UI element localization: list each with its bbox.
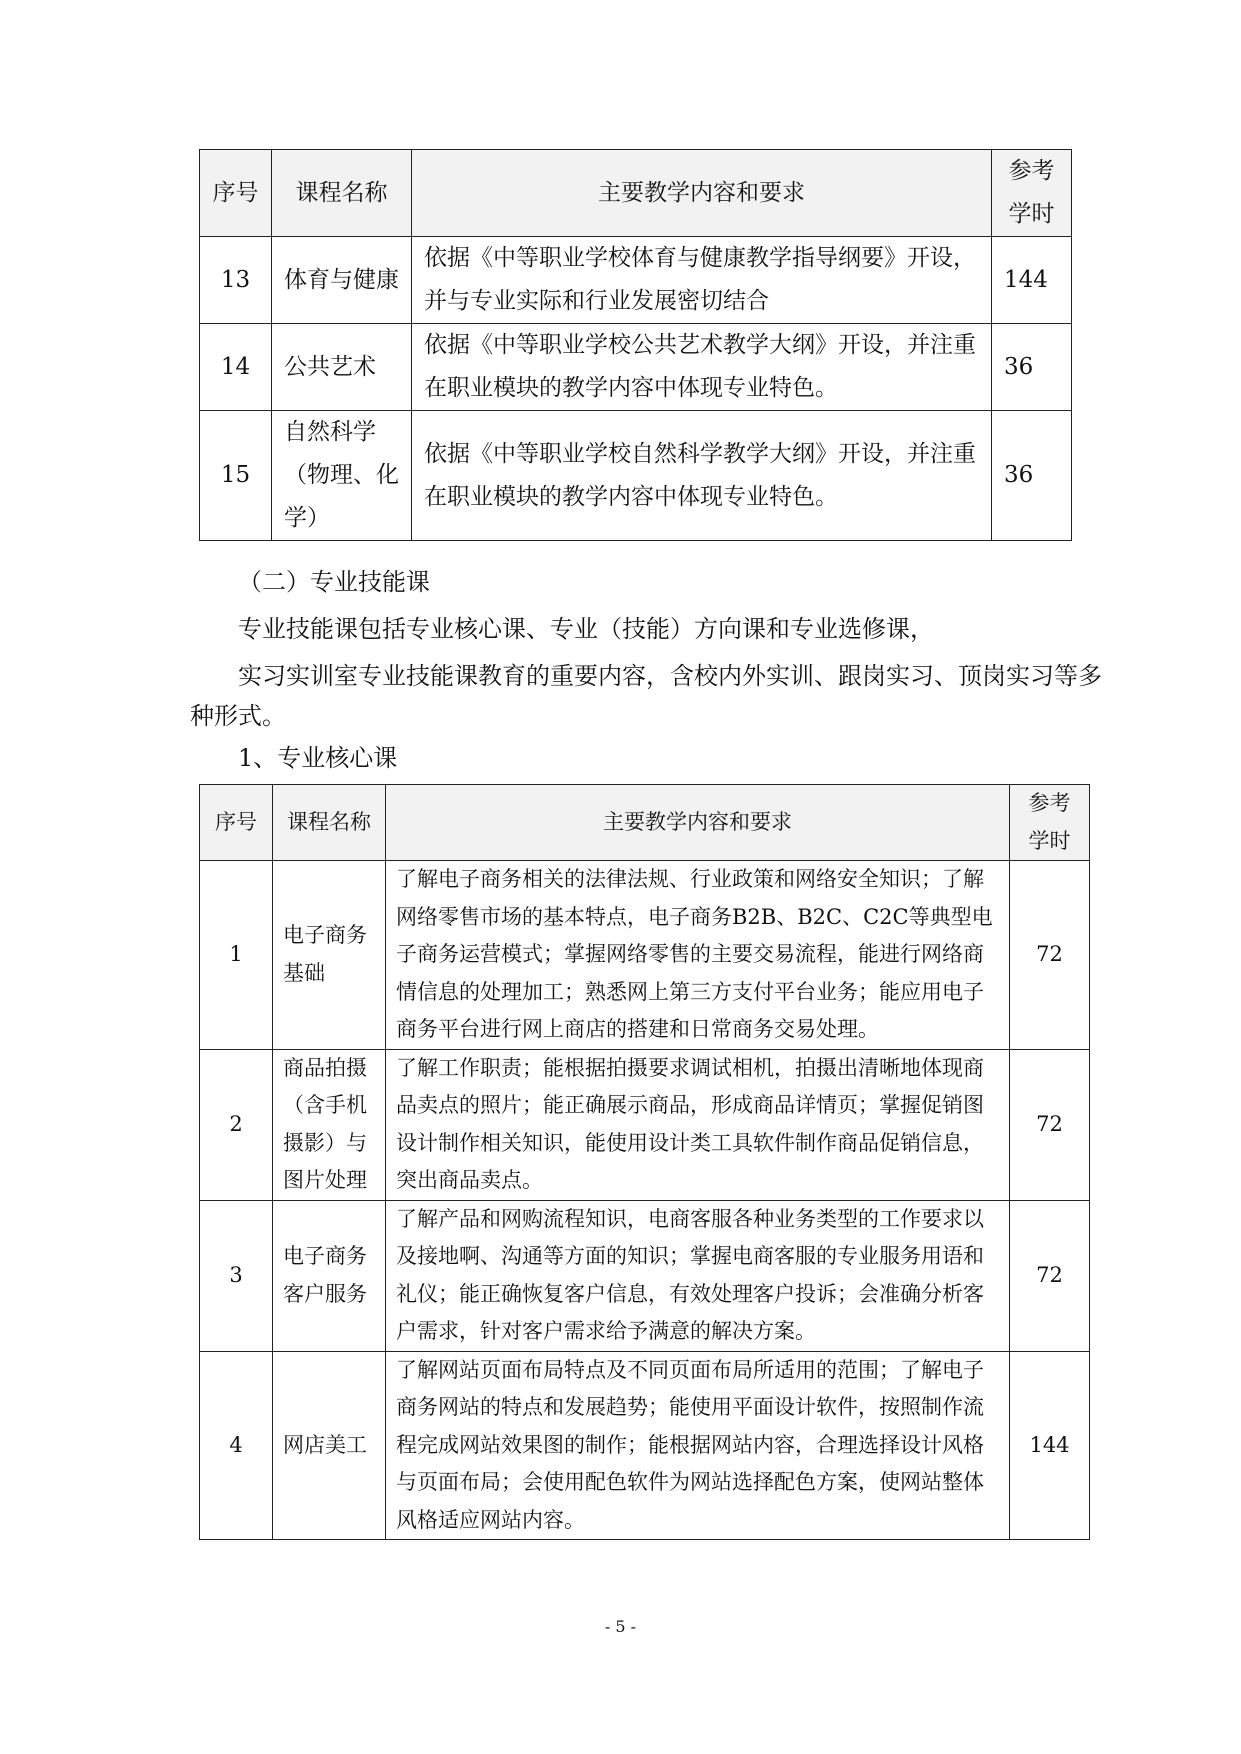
cell-name: 商品拍摄（含手机摄影）与图片处理	[273, 1049, 386, 1200]
section-paragraph-1: 专业技能课包括专业核心课、专业（技能）方向课和专业选修课，	[238, 615, 934, 643]
cell-content: 了解产品和网购流程知识，电商客服各种业务类型的工作要求以及接地啊、沟通等方面的知识；掌握电商客服的专业服务用语和礼仪；能正确恢复客户信息，有效处理客户投诉；会准确分析客户需求，针对客户需求给予满意的解决方案。	[386, 1200, 1010, 1351]
cell-hours: 72	[1010, 1049, 1090, 1200]
col-header-hours: 参考学时	[1010, 785, 1090, 861]
cell-name: 公共艺术	[272, 324, 412, 411]
cell-hours: 72	[1010, 861, 1090, 1050]
table-row	[200, 1351, 1090, 1540]
table-header-row	[200, 150, 1072, 237]
section-subheading: 1、专业核心课	[238, 744, 398, 772]
cell-content: 了解网站页面布局特点及不同页面布局所适用的范围；了解电子商务网站的特点和发展趋势；能使用平面设计软件，按照制作流程完成网站效果图的制作；能根据网站内容，合理选择设计风格与页面布局；会使用配色软件为网站选择配色方案，使网站整体风格适应网站内容。	[386, 1351, 1010, 1540]
table-row	[200, 324, 1072, 411]
cell-name: 电子商务客户服务	[273, 1200, 386, 1351]
section-heading: （二）专业技能课	[238, 568, 430, 596]
table-row	[200, 1049, 1090, 1200]
col-header-no: 序号	[200, 150, 272, 237]
cell-hours: 72	[1010, 1200, 1090, 1351]
cell-name: 自然科学（物理、化学）	[272, 411, 412, 541]
cell-content: 依据《中等职业学校体育与健康教学指导纲要》开设，并与专业实际和行业发展密切结合	[412, 237, 992, 324]
cell-content: 了解电子商务相关的法律法规、行业政策和网络安全知识；了解网络零售市场的基本特点，电子商务B2B、B2C、C2C等典型电子商务运营模式；掌握网络零售的主要交易流程，能进行网络商情信息的处理加工；熟悉网上第三方支付平台业务；能应用电子商务平台进行网上商店的搭建和日常商务交易处理。	[386, 861, 1010, 1050]
col-header-name: 课程名称	[272, 150, 412, 237]
cell-name: 网店美工	[273, 1351, 386, 1540]
cell-no: 13	[200, 237, 272, 324]
cell-hours: 144	[1010, 1351, 1090, 1540]
cell-content: 依据《中等职业学校自然科学教学大纲》开设，并注重在职业模块的教学内容中体现专业特色。	[412, 411, 992, 541]
cell-no: 15	[200, 411, 272, 541]
table-row	[200, 237, 1072, 324]
cell-no: 14	[200, 324, 272, 411]
cell-hours: 36	[992, 324, 1072, 411]
cell-no: 3	[200, 1200, 273, 1351]
cell-no: 2	[200, 1049, 273, 1200]
cell-name: 体育与健康	[272, 237, 412, 324]
core-courses-table	[199, 784, 1090, 1540]
page-number: - 5 -	[604, 1617, 637, 1636]
general-courses-table	[199, 149, 1072, 541]
table-row	[200, 411, 1072, 541]
col-header-content: 主要教学内容和要求	[412, 150, 992, 237]
col-header-name: 课程名称	[273, 785, 386, 861]
col-header-content: 主要教学内容和要求	[386, 785, 1010, 861]
table-row	[200, 1200, 1090, 1351]
cell-no: 4	[200, 1351, 273, 1540]
cell-hours: 144	[992, 237, 1072, 324]
cell-name: 电子商务基础	[273, 861, 386, 1050]
cell-content: 了解工作职责；能根据拍摄要求调试相机，拍摄出清晰地体现商品卖点的照片；能正确展示商品，形成商品详情页；掌握促销图设计制作相关知识，能使用设计类工具软件制作商品促销信息，突出商品卖点。	[386, 1049, 1010, 1200]
col-header-hours: 参考学时	[992, 150, 1072, 237]
table-row	[200, 861, 1090, 1050]
table-header-row	[200, 785, 1090, 861]
section-paragraph-2: 实习实训室专业技能课教育的重要内容，含校内外实训、跟岗实习、顶岗实习等多种形式。	[190, 662, 1102, 730]
cell-content: 依据《中等职业学校公共艺术教学大纲》开设，并注重在职业模块的教学内容中体现专业特色。	[412, 324, 992, 411]
cell-hours: 36	[992, 411, 1072, 541]
cell-no: 1	[200, 861, 273, 1050]
col-header-no: 序号	[200, 785, 273, 861]
